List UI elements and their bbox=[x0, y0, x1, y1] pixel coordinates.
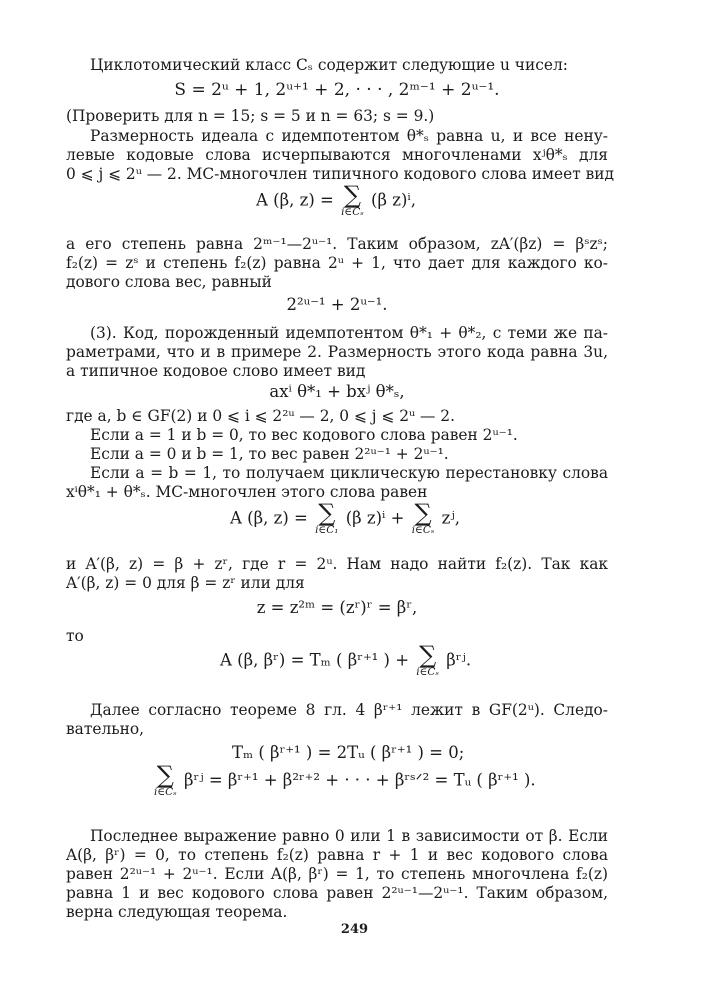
text-line: Если a = b = 1, то получаем циклическую перестановку слова bbox=[90, 464, 608, 482]
text-line: Далее согласно теореме 8 гл. 4 βʳ⁺¹ лежит в GF(2ᵘ). Следо- bbox=[90, 701, 608, 719]
page-number: 249 bbox=[340, 922, 369, 937]
formula-trace: Tₘ ( βʳ⁺¹ ) = 2Tᵤ ( βʳ⁺¹ ) = 0; bbox=[232, 743, 465, 762]
text-line: Последнее выражение равно 0 или 1 в зависимости от β. Если bbox=[90, 827, 608, 845]
text-line: равна 1 и вес кодового слова равен 2²ᵘ⁻¹—2ᵘ⁻¹. Таким образом, bbox=[66, 884, 608, 902]
text-line: левые кодовые слова исчерпываются многочленами xʲθ*ₛ для bbox=[66, 146, 608, 164]
sum-index: i∈Cₛ bbox=[411, 524, 435, 536]
sum-operator: ∑ i∈Cₛ bbox=[341, 181, 364, 218]
formula-rhs: (β z)ⁱ, bbox=[371, 190, 416, 210]
formula-term: zʲ, bbox=[441, 508, 460, 528]
text-line: A′(β, z) = 0 для β = zʳ или для bbox=[66, 574, 305, 592]
formula-sum-beta bbox=[152, 761, 536, 798]
text-line: (Проверить для n = 15; s = 5 и n = 63; s = 9.) bbox=[66, 107, 435, 125]
formula-z: z = z²ᵐ = (zʳ)ʳ = βʳ, bbox=[256, 598, 418, 617]
text-line: Если a = 1 и b = 0, то вес кодового слова равен 2ᵘ⁻¹. bbox=[90, 426, 518, 444]
formula-mc-polynomial bbox=[256, 181, 416, 218]
formula-a-beta bbox=[220, 641, 472, 678]
text-line: A(β, βʳ) = 0, то степень f₂(z) равна r + 1 и вес кодового слова bbox=[66, 846, 608, 864]
formula-lhs: A (β, z) = bbox=[230, 508, 308, 528]
sum-index: i∈Cₛ bbox=[416, 666, 439, 678]
text-line: где a, b ∈ GF(2) и 0 ⩽ i ⩽ 2²ᵘ — 2, 0 ⩽ j ⩽ 2ᵘ — 2. bbox=[66, 407, 455, 425]
text-line: раметрами, что и в примере 2. Размерность этого кода равна 3u, bbox=[66, 343, 608, 361]
text-line: равен 2²ᵘ⁻¹ + 2ᵘ⁻¹. Если A(β, βʳ) = 1, то степень многочлена f₂(z) bbox=[66, 865, 608, 883]
text-line: Размерность идеала с идемпотентом θ*ₛ равна u, и все нену- bbox=[90, 127, 608, 145]
formula-mc-polynomial-2 bbox=[230, 499, 460, 536]
sum-operator: ∑ i∈Cₛ bbox=[416, 641, 439, 678]
text-line: а типичное кодовое слово имеет вид bbox=[66, 362, 366, 380]
formula-term: (β z)ⁱ + bbox=[345, 508, 405, 528]
sum-index: i∈Cₛ bbox=[341, 206, 364, 218]
text-line: и A′(β, z) = β + zʳ, где r = 2ᵘ. Нам надо найти f₂(z). Так как bbox=[66, 555, 608, 573]
text-line: вательно, bbox=[66, 720, 145, 738]
text-line: дового слова вес, равный bbox=[66, 273, 272, 291]
text-line: f₂(z) = zˢ и степень f₂(z) равна 2ᵘ + 1, что дает для каждого ко- bbox=[66, 254, 608, 272]
text-line: xⁱθ*₁ + θ*ₛ. MC-многочлен этого слова равен bbox=[66, 483, 428, 501]
formula-codeword: axⁱ θ*₁ + bxʲ θ*ₛ, bbox=[269, 382, 405, 401]
text-line: 0 ⩽ j ⩽ 2ᵘ — 2. MC-многочлен типичного кодового слова имеет вид bbox=[66, 165, 615, 183]
sum-operator: ∑ i∈Cₛ bbox=[411, 499, 435, 536]
formula-lhs: A (β, βʳ) = Tₘ ( βʳ⁺¹ ) + bbox=[220, 650, 410, 670]
sum-index: i∈Cₛ bbox=[154, 786, 177, 798]
text-line: то bbox=[66, 627, 84, 645]
text-line: Циклотомический класс Cₛ содержит следующие u чисел: bbox=[90, 56, 568, 74]
sum-operator: ∑ i∈C₁ bbox=[315, 499, 339, 536]
sum-operator: ∑ i∈Cₛ bbox=[154, 761, 177, 798]
text-line: Если a = 0 и b = 1, то вес равен 2²ᵘ⁻¹ + 2ᵘ⁻¹. bbox=[90, 445, 449, 463]
text-line: а его степень равна 2ᵐ⁻¹—2ᵘ⁻¹. Таким образом, zA′(βz) = βˢzˢ; bbox=[66, 235, 608, 253]
formula-lhs: A (β, z) = bbox=[256, 190, 334, 210]
sum-index: i∈C₁ bbox=[315, 524, 339, 536]
text-line: (3). Код, порожденный идемпотентом θ*₁ + θ*₂, с теми же па- bbox=[90, 324, 608, 342]
text-line: верна следующая теорема. bbox=[66, 903, 288, 921]
formula-rhs: βʳʲ = βʳ⁺¹ + β²ʳ⁺² + · · · + βʳˢᐟ² = Tᵤ ( βʳ⁺¹ ). bbox=[183, 770, 536, 790]
formula-weight: 2²ᵘ⁻¹ + 2ᵘ⁻¹. bbox=[286, 295, 388, 314]
formula-rhs: βʳʲ. bbox=[446, 650, 472, 670]
formula-set-s: S = 2ᵘ + 1, 2ᵘ⁺¹ + 2, · · · , 2ᵐ⁻¹ + 2ᵘ⁻¹. bbox=[174, 80, 500, 100]
